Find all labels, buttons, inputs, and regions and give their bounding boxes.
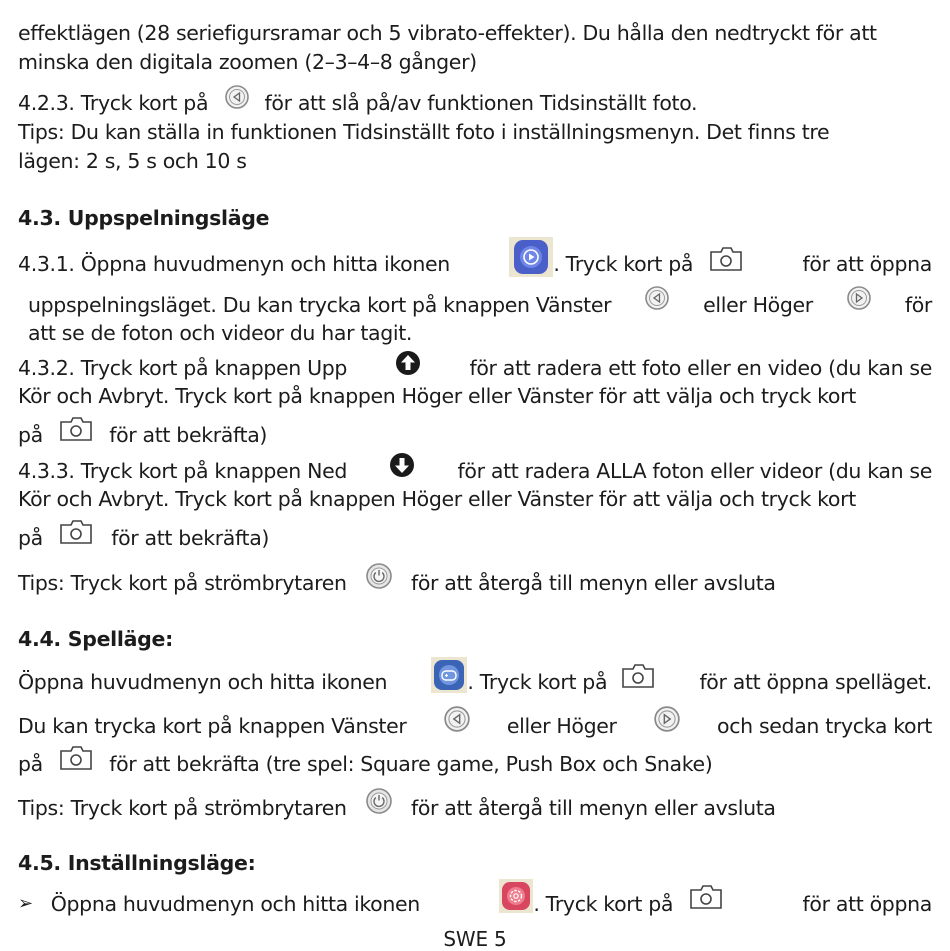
down-arrow-button-icon	[388, 451, 416, 479]
paragraph-text: effektlägen (28 seriefigursramar och 5 vibrato-effekter). Du hålla den nedtryckt för att	[18, 21, 877, 45]
camera-button-icon	[59, 519, 93, 545]
paragraph-text: Kör och Avbryt. Tryck kort på knappen Höger eller Vänster för att välja och tryck kort	[18, 384, 856, 408]
text-line	[18, 669, 932, 695]
paragraph-text: på	[18, 752, 43, 776]
camera-button-icon	[689, 884, 723, 910]
camera-button-icon	[59, 745, 93, 771]
paragraph-text: för att bekräfta (tre spel: Square game, Push Box och Snake)	[109, 752, 713, 776]
paragraph-text: för att öppna	[802, 892, 932, 916]
left-arrow-button-icon	[644, 285, 670, 311]
page-footer: SWE 5	[443, 927, 507, 951]
inline-group	[509, 251, 743, 277]
settings-mode-app-icon	[499, 879, 533, 913]
paragraph-text: och sedan trycka kort	[717, 714, 932, 738]
text-line	[18, 119, 932, 145]
right-arrow-button-icon	[653, 705, 681, 733]
camera-button-icon	[59, 416, 93, 442]
paragraph-text: . Tryck kort på	[553, 252, 694, 276]
text-line	[28, 292, 932, 318]
text-line	[18, 148, 932, 174]
inline-group	[431, 669, 655, 695]
text-line	[18, 458, 932, 484]
text-line	[18, 751, 932, 777]
text-line	[18, 355, 932, 381]
paragraph-text: 4.3.1. Öppna huvudmenyn och hitta ikonen	[18, 252, 450, 276]
inline-group	[499, 891, 723, 917]
paragraph-text: för att öppna	[802, 252, 932, 276]
paragraph-text: Tips: Tryck kort på strömbrytaren	[18, 571, 347, 595]
text-line	[18, 525, 932, 551]
paragraph-text: eller Höger	[506, 714, 617, 738]
text-line	[18, 891, 932, 917]
paragraph-text: att se de foton och videor du har tagit.	[28, 321, 413, 345]
text-line	[18, 383, 932, 409]
power-button-icon	[365, 787, 393, 815]
paragraph-text: Du kan trycka kort på knappen Vänster	[18, 714, 407, 738]
paragraph-text: för att bekräfta)	[109, 423, 268, 447]
paragraph-text: Öppna huvudmenyn och hitta ikonen	[50, 892, 420, 916]
paragraph-text: minska den digitala zoomen (2–3–4–8 gånger)	[18, 50, 477, 74]
left-arrow-button-icon	[224, 84, 250, 110]
paragraph-text: . Tryck kort på	[467, 670, 608, 694]
camera-button-icon	[621, 663, 655, 689]
playback-mode-app-icon	[509, 237, 553, 277]
paragraph-text: eller Höger	[703, 293, 813, 317]
paragraph-text: för att radera ett foto eller en video (du kan se	[469, 356, 932, 380]
paragraph-text: . Tryck kort på	[533, 892, 674, 916]
paragraph-text: 4.3.3. Tryck kort på knappen Ned	[18, 459, 348, 483]
power-button-icon	[365, 562, 393, 590]
right-arrow-button-icon	[846, 285, 872, 311]
paragraph-text: för	[904, 293, 932, 317]
paragraph-text: på	[18, 526, 43, 550]
section-heading: 4.3. Uppspelningsläge	[18, 206, 270, 230]
left-arrow-button-icon	[443, 705, 471, 733]
text-line	[18, 795, 932, 821]
up-arrow-button-icon	[394, 349, 422, 377]
text-line	[28, 320, 932, 346]
paragraph-text: Tips: Tryck kort på strömbrytaren	[18, 796, 347, 820]
inline-group	[18, 891, 420, 917]
text-line	[18, 90, 932, 116]
paragraph-text: för att öppna spelläget.	[699, 670, 932, 694]
text-line	[18, 251, 932, 277]
text-line	[18, 713, 932, 739]
paragraph-text: på	[18, 423, 43, 447]
text-line	[18, 570, 932, 596]
paragraph-text: för att återgå till menyn eller avsluta	[410, 796, 776, 820]
paragraph-text: lägen: 2 s, 5 s och 10 s	[18, 149, 247, 173]
section-heading: 4.4. Spelläge:	[18, 627, 174, 651]
paragraph-text: Tips: Du kan ställa in funktionen Tidsinställt foto i inställningsmenyn. Det finns tre	[18, 120, 830, 144]
camera-button-icon	[709, 246, 743, 272]
text-line	[18, 486, 932, 512]
paragraph-text: för att slå på/av funktionen Tidsinställt foto.	[264, 91, 698, 115]
paragraph-text: för att radera ALLA foton eller videor (du kan se	[457, 459, 932, 483]
paragraph-text: Kör och Avbryt. Tryck kort på knappen Höger eller Vänster för att välja och tryck kort	[18, 487, 856, 511]
paragraph-text: för att återgå till menyn eller avsluta	[410, 571, 776, 595]
bullet-arrow-icon: ➢	[18, 893, 33, 914]
paragraph-text: 4.2.3. Tryck kort på	[18, 91, 209, 115]
paragraph-text: uppspelningsläget. Du kan trycka kort på knappen Vänster	[28, 293, 612, 317]
section-heading: 4.5. Inställningsläge:	[18, 851, 256, 875]
game-mode-app-icon	[431, 657, 467, 693]
paragraph-text: för att bekräfta)	[111, 526, 270, 550]
text-line	[18, 422, 932, 448]
text-line	[18, 20, 932, 46]
paragraph-text: Öppna huvudmenyn och hitta ikonen	[18, 670, 388, 694]
paragraph-text: 4.3.2. Tryck kort på knappen Upp	[18, 356, 348, 380]
text-line	[18, 49, 932, 75]
